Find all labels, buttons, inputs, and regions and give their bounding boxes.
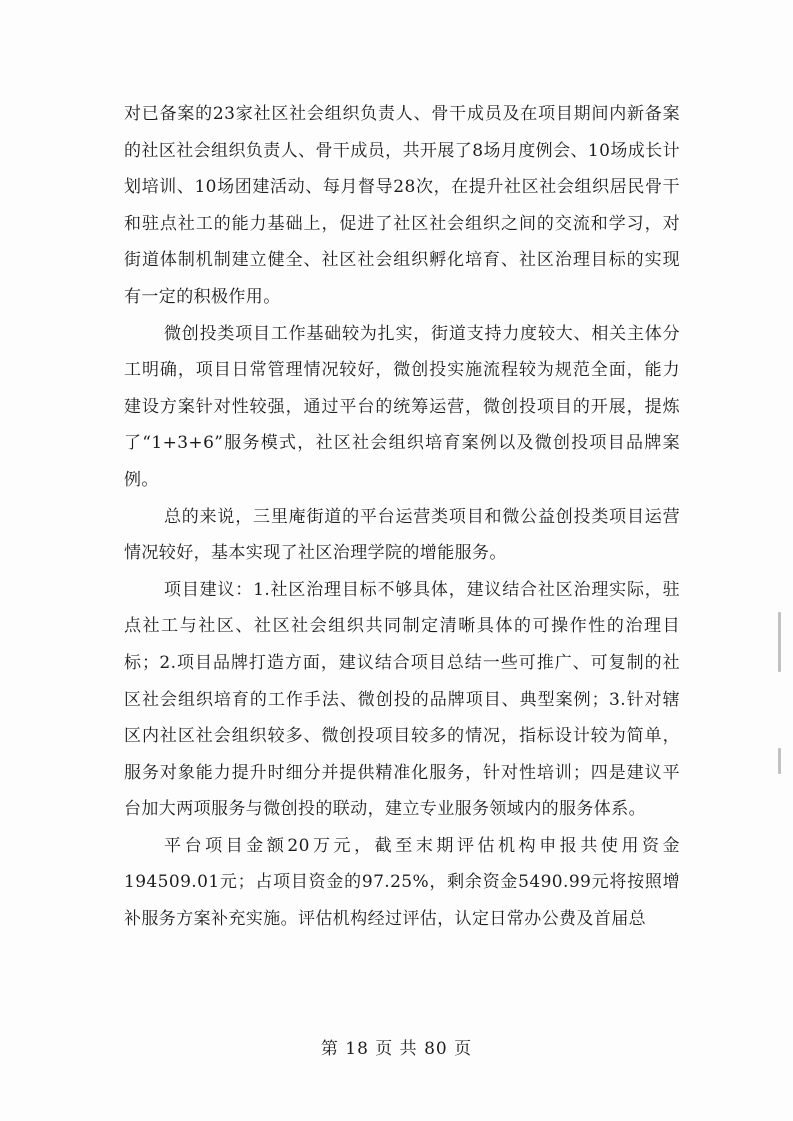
paragraph-funding: 平台项目金额20万元，截至末期评估机构申报共使用资金194509.01元；占项目资金的97.25%，剩余资金5490.99元将按照增补服务方案补充实施。评估机构经过评估，认定日常办公费及首届总 [124, 835, 680, 930]
paragraph-project-suggestions: 项目建议：1.社区治理目标不够具体，建议结合社区治理实际，驻点社工与社区、社区社会组织共同制定清晰具体的可操作性的治理目标；2.项目品牌打造方面，建议结合项目总结一些可推广、可复制的社区社会组织培育的工作手法、微创投的品牌项目、典型案例；3.针对辖区内社区社会组织较多、微创投项目较多的情况，指标设计较为简单，服务对象能力提升时细分并提供精准化服务，针对性培训；四是建议平台加大两项服务与微创投的联动，建立专业服务领域内的服务体系。 [124, 579, 680, 820]
paragraph-continuation: 对已备案的23家社区社会组织负责人、骨干成员及在项目期间内新备案的社区社会组织负责人、骨干成员，共开展了8场月度例会、10场成长计划培训、10场团建活动、每月督导28次，在提升社区社会组织居民骨干和驻点社工的能力基础上，促进了社区社会组织之间的交流和学习，对街道体制机制建立健全、社区社会组织孵化培育、社区治理目标的实现有一定的积极作用。 [124, 104, 680, 307]
document-body [124, 96, 680, 938]
scan-edge-mark [778, 612, 781, 672]
page-number-footer: 第 18 页 共 80 页 [320, 1039, 473, 1059]
paragraph-micro-venture-projects: 微创投类项目工作基础较为扎实，街道支持力度较大、相关主体分工明确，项目日常管理情况较好，微创投实施流程较为规范全面，能力建设方案针对性较强，通过平台的统筹运营，微创投项目的开展，提炼了“1+3+6”服务模式，社区社会组织培育案例以及微创投项目品牌案例。 [124, 323, 680, 490]
paragraph-summary: 总的来说，三里庵街道的平台运营类项目和微公益创投类项目运营情况较好，基本实现了社区治理学院的增能服务。 [124, 506, 680, 564]
scan-edge-mark [778, 748, 781, 774]
